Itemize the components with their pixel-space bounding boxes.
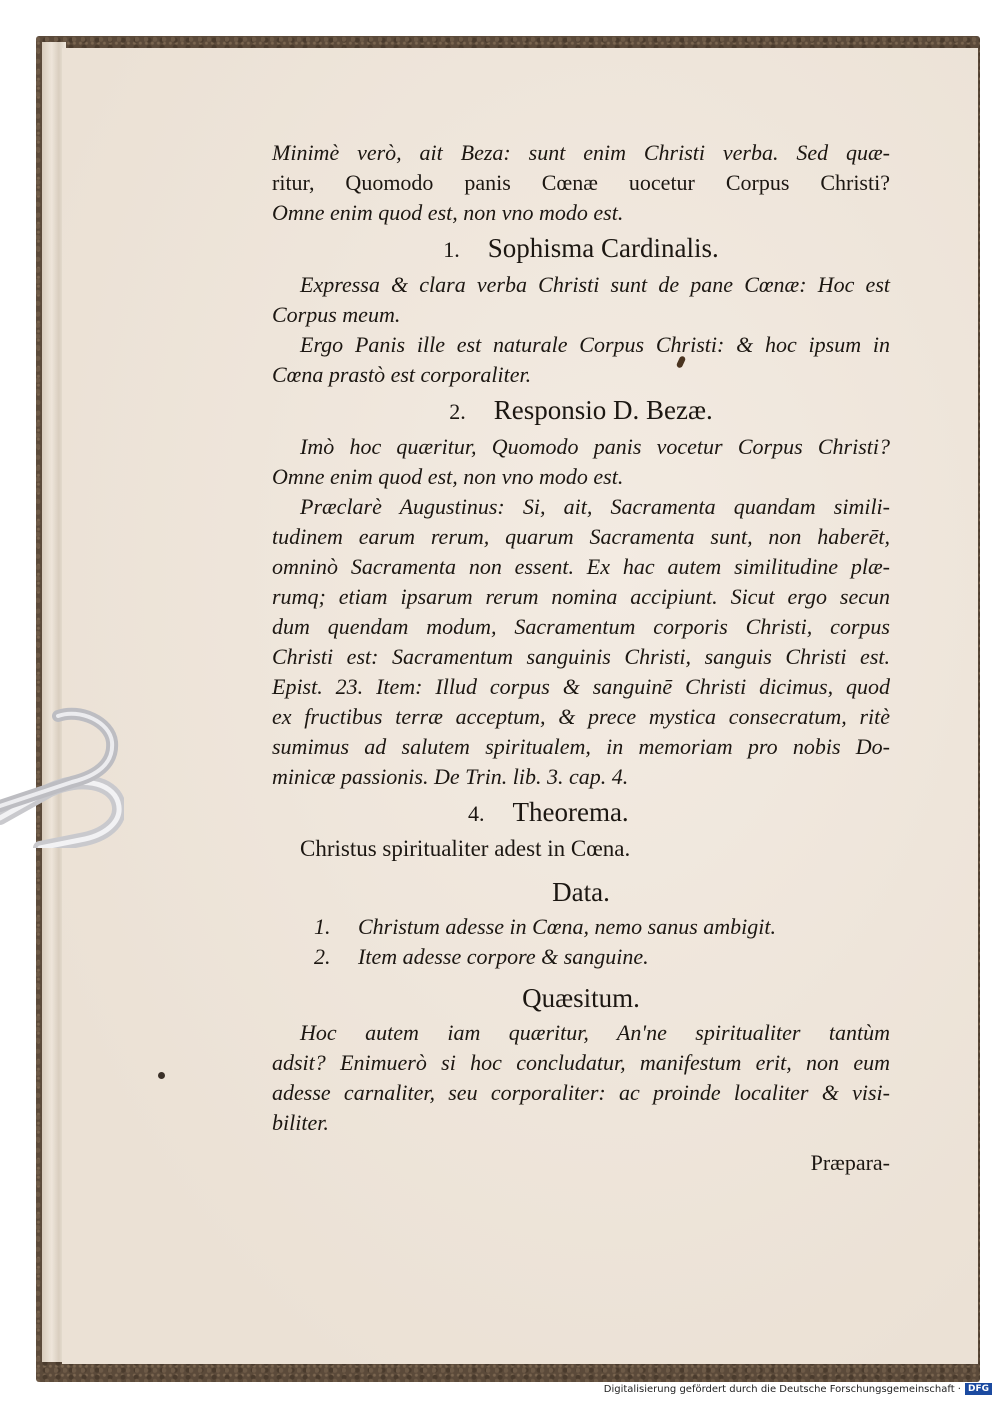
- data-item-number: 1.: [314, 914, 331, 939]
- responsio-line: Imò hoc quæritur, Quomodo panis vocetur Corpus Christi?: [300, 434, 890, 459]
- responsio-line: sumimus ad salutem spiritualem, in memoriam pro nobis Do-: [272, 734, 890, 759]
- responsio-line: rumq; etiam ipsarum rerum nomina accipiunt. Sicut ergo secun: [272, 584, 890, 609]
- heading-responsio: [272, 392, 890, 430]
- responsio-line: dum quendam modum, Sacramentum corporis Christi, corpus: [272, 614, 890, 639]
- theorema-text: Christus spiritualiter adest in Cœna.: [300, 836, 631, 861]
- paragraph1-line: Minimè verò, ait Beza: sunt enim Christi verba. Sed quæ-: [272, 140, 890, 165]
- heading-theorema: [272, 794, 890, 832]
- responsio-line: ex fructibus terræ acceptum, & prece mystica consecratum, ritè: [272, 704, 890, 729]
- quaesitum-line: adesse carnaliter, seu corporaliter: ac proinde localiter & visi-: [272, 1080, 890, 1105]
- responsio-line: minicæ passionis. De Trin. lib. 3. cap. 4.: [272, 764, 629, 789]
- responsio-line: Epist. 23. Item: Illud corpus & sanguinē Christi dicimus, quod: [272, 674, 890, 699]
- paragraph1-line: Omne enim quod est, non vno modo est.: [272, 200, 624, 225]
- heading-data: Data.: [552, 877, 610, 907]
- data-item: [272, 942, 890, 972]
- dfg-logo: DFG: [965, 1383, 992, 1395]
- paper-clip: [0, 698, 124, 848]
- sophisma-line: Expressa & clara verba Christi sunt de pane Cœnæ: Hoc est: [300, 272, 890, 297]
- data-item: [272, 912, 890, 942]
- sophisma-line: Corpus meum.: [272, 302, 401, 327]
- heading-text: Responsio D. Bezæ.: [493, 395, 713, 425]
- ink-spot: [158, 1072, 165, 1079]
- page-text: [272, 138, 890, 1178]
- heading-number: 1.: [443, 237, 460, 262]
- quaesitum-line: adsit? Enimuerò si hoc concludatur, manifestum erit, non eum: [272, 1050, 890, 1075]
- responsio-line: tudinem earum rerum, quarum Sacramenta sunt, non haberēt,: [272, 524, 890, 549]
- quaesitum-line: biliter.: [272, 1110, 329, 1135]
- heading-number: 2.: [449, 399, 466, 424]
- responsio-line: omninò Sacramenta non essent. Ex hac autem similitudine plæ-: [272, 554, 890, 579]
- paragraph1-line: ritur, Quomodo panis Cœnæ uocetur Corpus Christi?: [272, 170, 890, 195]
- responsio-line: Præclarè Augustinus: Si, ait, Sacramenta quandam simili-: [300, 494, 890, 519]
- responsio-line: Christi est: Sacramentum sanguinis Christi, sanguis Christi est.: [272, 644, 890, 669]
- heading-sophisma: [272, 230, 890, 268]
- sophisma-line: Cœna prastò est corporaliter.: [272, 362, 532, 387]
- heading-text: Theorema.: [512, 797, 629, 827]
- data-item-number: 2.: [314, 944, 331, 969]
- data-item-text: Christum adesse in Cœna, nemo sanus ambigit.: [358, 914, 777, 939]
- catchword: Præpara-: [810, 1150, 890, 1175]
- heading-quaesitum: Quæsitum.: [522, 983, 640, 1013]
- heading-text: Sophisma Cardinalis.: [487, 233, 719, 263]
- digitization-footer: [604, 1382, 992, 1396]
- responsio-line: Omne enim quod est, non vno modo est.: [272, 464, 624, 489]
- footer-text: Digitalisierung gefördert durch die Deutsche Forschungsgemeinschaft ·: [603, 1383, 961, 1395]
- sophisma-line: Ergo Panis ille est naturale Corpus Christi: & hoc ipsum in: [300, 332, 890, 357]
- data-item-text: Item adesse corpore & sanguine.: [358, 944, 649, 969]
- heading-number: 4.: [468, 801, 485, 826]
- quaesitum-line: Hoc autem iam quæritur, An'ne spiritualiter tantùm: [300, 1020, 890, 1045]
